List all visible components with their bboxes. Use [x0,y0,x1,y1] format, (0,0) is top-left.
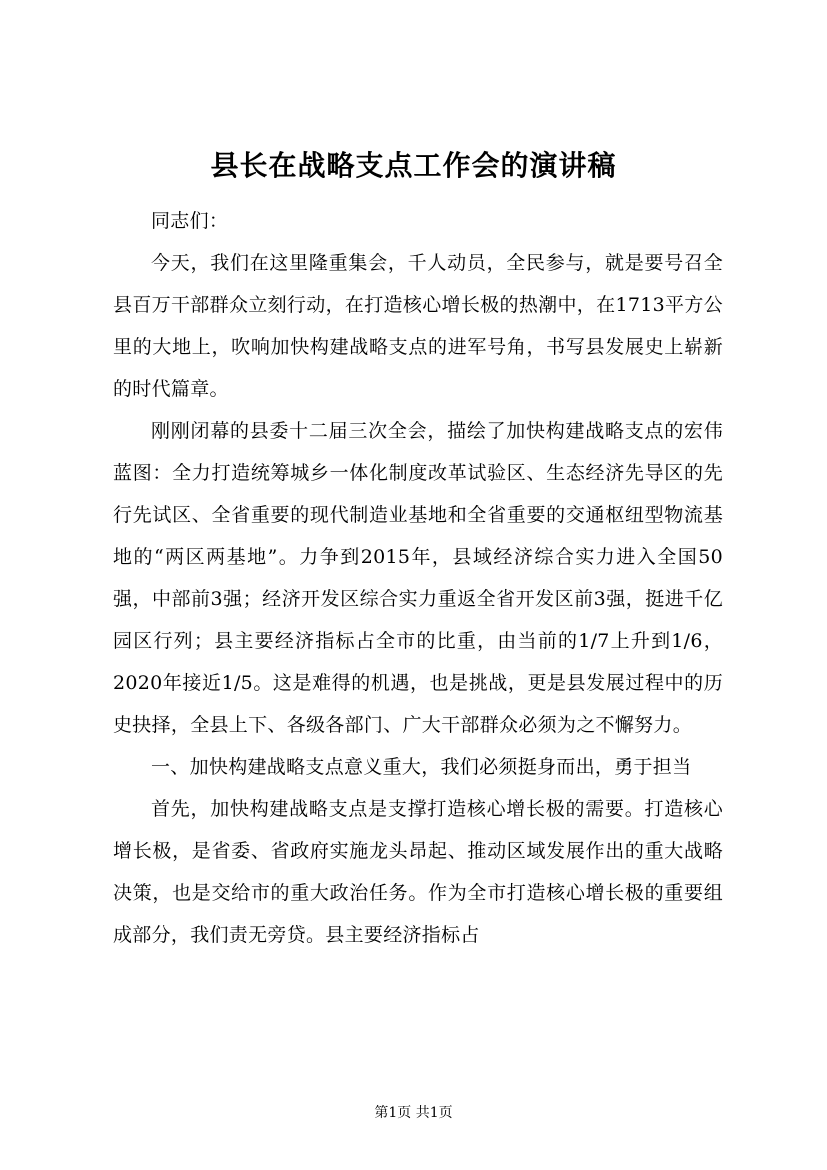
paragraph-1: 今天，我们在这里隆重集会，千人动员，全民参与，就是要号召全县百万干部群众立刻行动，在打造核心增长极的热潮中，在1713平方公里的大地上，吹响加快构建战略支点的进军号角，书写县发展史上崭新的时代篇章。 [113,252,723,400]
paragraph-3: 首先，加快构建战略支点是支撑打造核心增长极的需要。打造核心增长极，是省委、省政府实施龙头昂起、推动区域发展作出的重大战略决策，也是交给市的重大政治任务。作为全市打造核心增长极的重要组成部分，我们责无旁贷。县主要经济指标占 [113,798,723,946]
document-body [113,200,723,956]
page-footer: 第1页 共1页 [374,1105,453,1121]
document-title: 县长在战略支点工作会的演讲稿 [210,149,617,182]
paragraph-2: 刚刚闭幕的县委十二届三次全会，描绘了加快构建战略支点的宏伟蓝图：全力打造统筹城乡一体化制度改革试验区、生态经济先导区的先行先试区、全省重要的现代制造业基地和全省重要的交通枢纽型物流基地的“两区两基地”。力争到2015年，县域经济综合实力进入全国50强，中部前3强；经济开发区综合实力重返全省开发区前3强，挺进千亿园区行列；县主要经济指标占全市的比重，由当前的1/7上升到1/6，2020年接近1/5。这是难得的机遇，也是挑战，更是县发展过程中的历史抉择，全县上下、各级各部门、广大干部群众必须为之不懈努力。 [113,420,723,736]
section-heading-1: 一、加快构建战略支点意义重大，我们必须挺身而出，勇于担当 [151,756,692,778]
greeting: 同志们： [151,210,229,232]
